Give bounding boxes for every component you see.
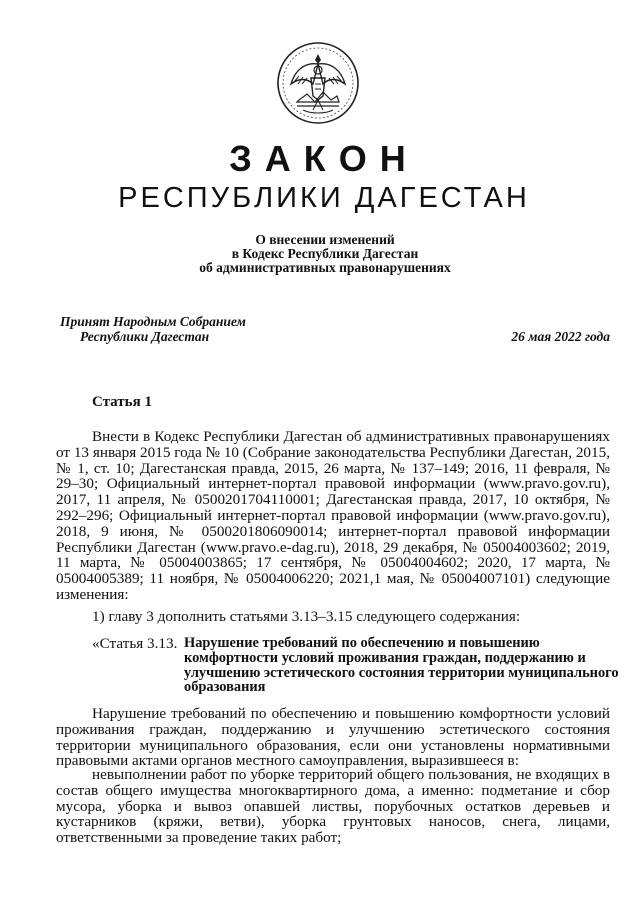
law-subtitle [0,233,640,275]
coat-of-arms-icon [275,40,361,126]
subtitle-line: в Кодекс Республики Дагестан [231,246,419,261]
adopted-by-line: Принят Народным Собранием [60,314,246,329]
adoption-date: 26 мая 2022 года [511,329,610,344]
article-intro-paragraph: Внести в Кодекс Республики Дагестан об административных правонарушениях от 13 января 2015 года № 10 (Собрание законодательства Республики Дагестан, 2015, № 1, ст. 10; Дагестанская правда, 2015, 26 марта, № 137–149; 2016, 11 февраля, № 29–30; Официальный интернет-портал правовой информации (www.pravo.gov.ru), 2017, 11 апреля, № 0500201704110001; Дагестанская правда, 2017, 10 октября, № 292–296; Официальный интернет-портал правовой информации (www.pravo.gov.ru), 2018, 9 июня, № 0500201806090014; интернет-портал правовой информации Республики Дагестан (www.pravo.e-dag.ru), 2018, 29 декабря, № 05004003602; 2019, 11 марта, № 05004003865; 17 сентября, № 05004004602; 2020, 17 марта, № 05004005389; 11 ноября, № 05004006220; 2021,1 мая, № 05004007101) следующие изменения: [56,428,610,603]
item-1-paragraph: 1) главу 3 дополнить статьями 3.13–3.15 следующего содержания: [92,608,521,625]
subtitle-line: об административных правонарушениях [199,260,451,275]
article-heading: Статья 1 [92,394,152,410]
adopted-by-line: Республики Дагестан [80,329,210,344]
nonperformance-paragraph: невыполнении работ по уборке территорий общего пользования, не входящих в состав общего имущества многоквартирного дома, а именно: подметание и сбор мусора, уборка и вывоз опавшей листвы, порубочных остатков деревьев и кустарников (кряжи, ветви), уборка грунтовых наносов, снега, лицами, ответственными за проведение таких работ; [56,766,610,847]
article-3-13-label: «Статья 3.13. [92,635,178,652]
violation-paragraph: Нарушение требований по обеспечению и повышению комфортности условий проживания граждан, поддержанию и улучшению эстетического состояния территории муниципального образования, если они установлены нормативными правовыми актами органов местного самоуправления, выразившееся в: [56,705,610,770]
article-3-13-heading: Нарушение требований по обеспечению и повышению комфортности условий проживания граждан, поддержанию и улучшению эстетического состояния территории муниципального образования [184,635,619,696]
adopted-by [60,314,246,344]
subtitle-line: О внесении изменений [255,232,395,247]
law-title: ЗАКОН [229,138,419,179]
republic-title: РЕСПУБЛИКИ ДАГЕСТАН [118,182,530,214]
article-3-13-block [92,636,622,695]
